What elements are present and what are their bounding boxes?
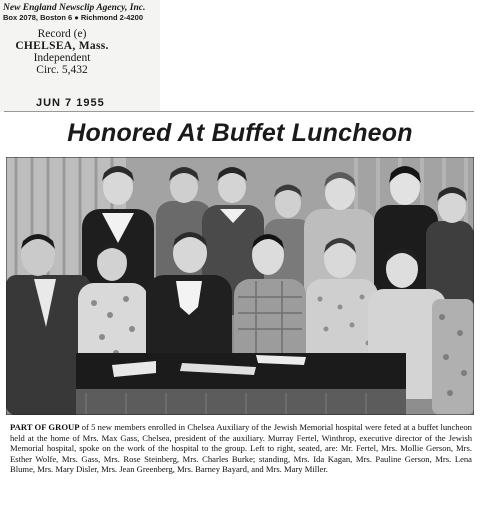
group-photo: [6, 157, 474, 415]
caption-lead: PART OF GROUP: [10, 422, 80, 432]
agency-name: New England Newsclip Agency, Inc.: [3, 3, 146, 13]
date-stamp: JUN 7 1955: [36, 97, 105, 109]
agency-address: Box 2078, Boston 6 ● Richmond 2-4200: [3, 13, 143, 22]
record-paper: Independent: [33, 52, 91, 64]
group-photo-drawing: [6, 157, 474, 415]
record-circulation: Circ. 5,432: [36, 64, 88, 76]
record-block: [0, 28, 124, 76]
record-edition: Record (e): [37, 28, 87, 40]
luncheon-table: [76, 353, 406, 415]
photo-caption: [10, 422, 472, 475]
headline: Honored At Buffet Luncheon: [67, 119, 413, 147]
agency-slip: [0, 0, 160, 112]
record-city: CHELSEA, Mass.: [15, 40, 109, 52]
caption-body: of 5 new members enrolled in Chelsea Auxiliary of the Jewish Memorial hospital were feted at a buffet luncheon held at the home of Mrs. Max Gass, Chelsea, president of the auxiliary. Murray Fertel, Winthrop, executive director of the Jewish Memorial hospital, spoke on the work of the hospital to the group. Left to right, seated, are: Mr. Fertel, Mrs. Mollie Gerson, Mrs. Esther Wolfe, Mrs. Gass, Mrs. Rose Steinberg, Mrs. Charles Burke; standing, Mrs. Ida Kagan, Mrs. Pauline Gerson, Mrs. Lena Blume, Mrs. Mary Disler, Mrs. Jean Greenberg, Mrs. Barney Bayard, and Mrs. Mary Miller.: [10, 422, 472, 475]
